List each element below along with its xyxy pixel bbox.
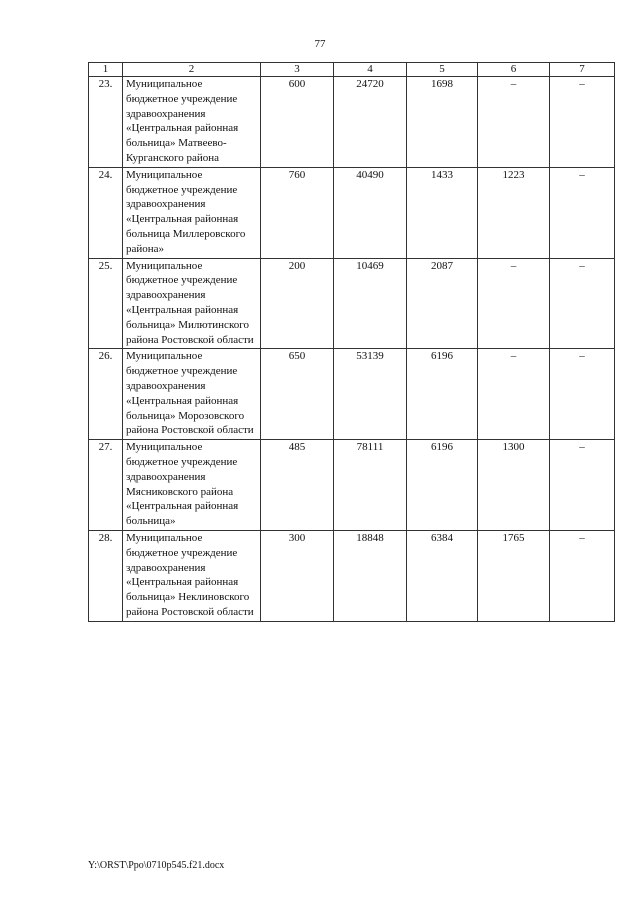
value-col-3: 485 (261, 440, 334, 531)
value-col-5: 6384 (407, 530, 478, 621)
value-col-6: 1223 (478, 167, 550, 258)
row-number: 25. (89, 258, 123, 349)
value-col-3: 300 (261, 530, 334, 621)
value-col-6: 1765 (478, 530, 550, 621)
value-col-4: 24720 (334, 77, 407, 168)
column-header: 4 (334, 63, 407, 77)
row-number: 23. (89, 77, 123, 168)
column-header: 6 (478, 63, 550, 77)
institution-name: Муниципальное бюджетное учреждение здравоохранения Мясниковского района «Центральная районная больница» (123, 440, 261, 531)
institution-name: Муниципальное бюджетное учреждение здравоохранения «Центральная районная больница Миллеровского района» (123, 167, 261, 258)
page-number: 77 (314, 38, 326, 50)
row-number: 28. (89, 530, 123, 621)
column-header: 1 (89, 63, 123, 77)
table-header-row (89, 63, 615, 77)
institution-name: Муниципальное бюджетное учреждение здравоохранения «Центральная районная больница» Матвеево-Курганского района (123, 77, 261, 168)
value-col-5: 6196 (407, 349, 478, 440)
value-col-7: – (550, 530, 615, 621)
value-col-4: 10469 (334, 258, 407, 349)
column-header: 7 (550, 63, 615, 77)
value-col-7: – (550, 349, 615, 440)
value-col-7: – (550, 258, 615, 349)
value-col-5: 2087 (407, 258, 478, 349)
value-col-7: – (550, 77, 615, 168)
column-header: 2 (123, 63, 261, 77)
value-col-6: – (478, 77, 550, 168)
value-col-5: 1698 (407, 77, 478, 168)
value-col-5: 1433 (407, 167, 478, 258)
value-col-3: 600 (261, 77, 334, 168)
file-path-footer: Y:\ORST\Ppo\0710p545.f21.docx (88, 860, 225, 871)
column-header: 5 (407, 63, 478, 77)
row-number: 24. (89, 167, 123, 258)
value-col-5: 6196 (407, 440, 478, 531)
institution-name: Муниципальное бюджетное учреждение здравоохранения «Центральная районная больница» Морозовского района Ростовской области (123, 349, 261, 440)
value-col-3: 760 (261, 167, 334, 258)
institution-name: Муниципальное бюджетное учреждение здравоохранения «Центральная районная больница» Неклиновского района Ростовской области (123, 530, 261, 621)
table-row (89, 349, 615, 440)
institution-name: Муниципальное бюджетное учреждение здравоохранения «Центральная районная больница» Милютинского района Ростовской области (123, 258, 261, 349)
table-row (89, 167, 615, 258)
table-row (89, 77, 615, 168)
table-row (89, 530, 615, 621)
value-col-4: 53139 (334, 349, 407, 440)
value-col-6: – (478, 258, 550, 349)
data-table (88, 62, 615, 622)
row-number: 26. (89, 349, 123, 440)
value-col-7: – (550, 440, 615, 531)
column-header: 3 (261, 63, 334, 77)
value-col-4: 40490 (334, 167, 407, 258)
value-col-4: 78111 (334, 440, 407, 531)
value-col-6: – (478, 349, 550, 440)
value-col-7: – (550, 167, 615, 258)
value-col-3: 650 (261, 349, 334, 440)
value-col-6: 1300 (478, 440, 550, 531)
value-col-3: 200 (261, 258, 334, 349)
value-col-4: 18848 (334, 530, 407, 621)
table-row (89, 440, 615, 531)
table-row (89, 258, 615, 349)
row-number: 27. (89, 440, 123, 531)
